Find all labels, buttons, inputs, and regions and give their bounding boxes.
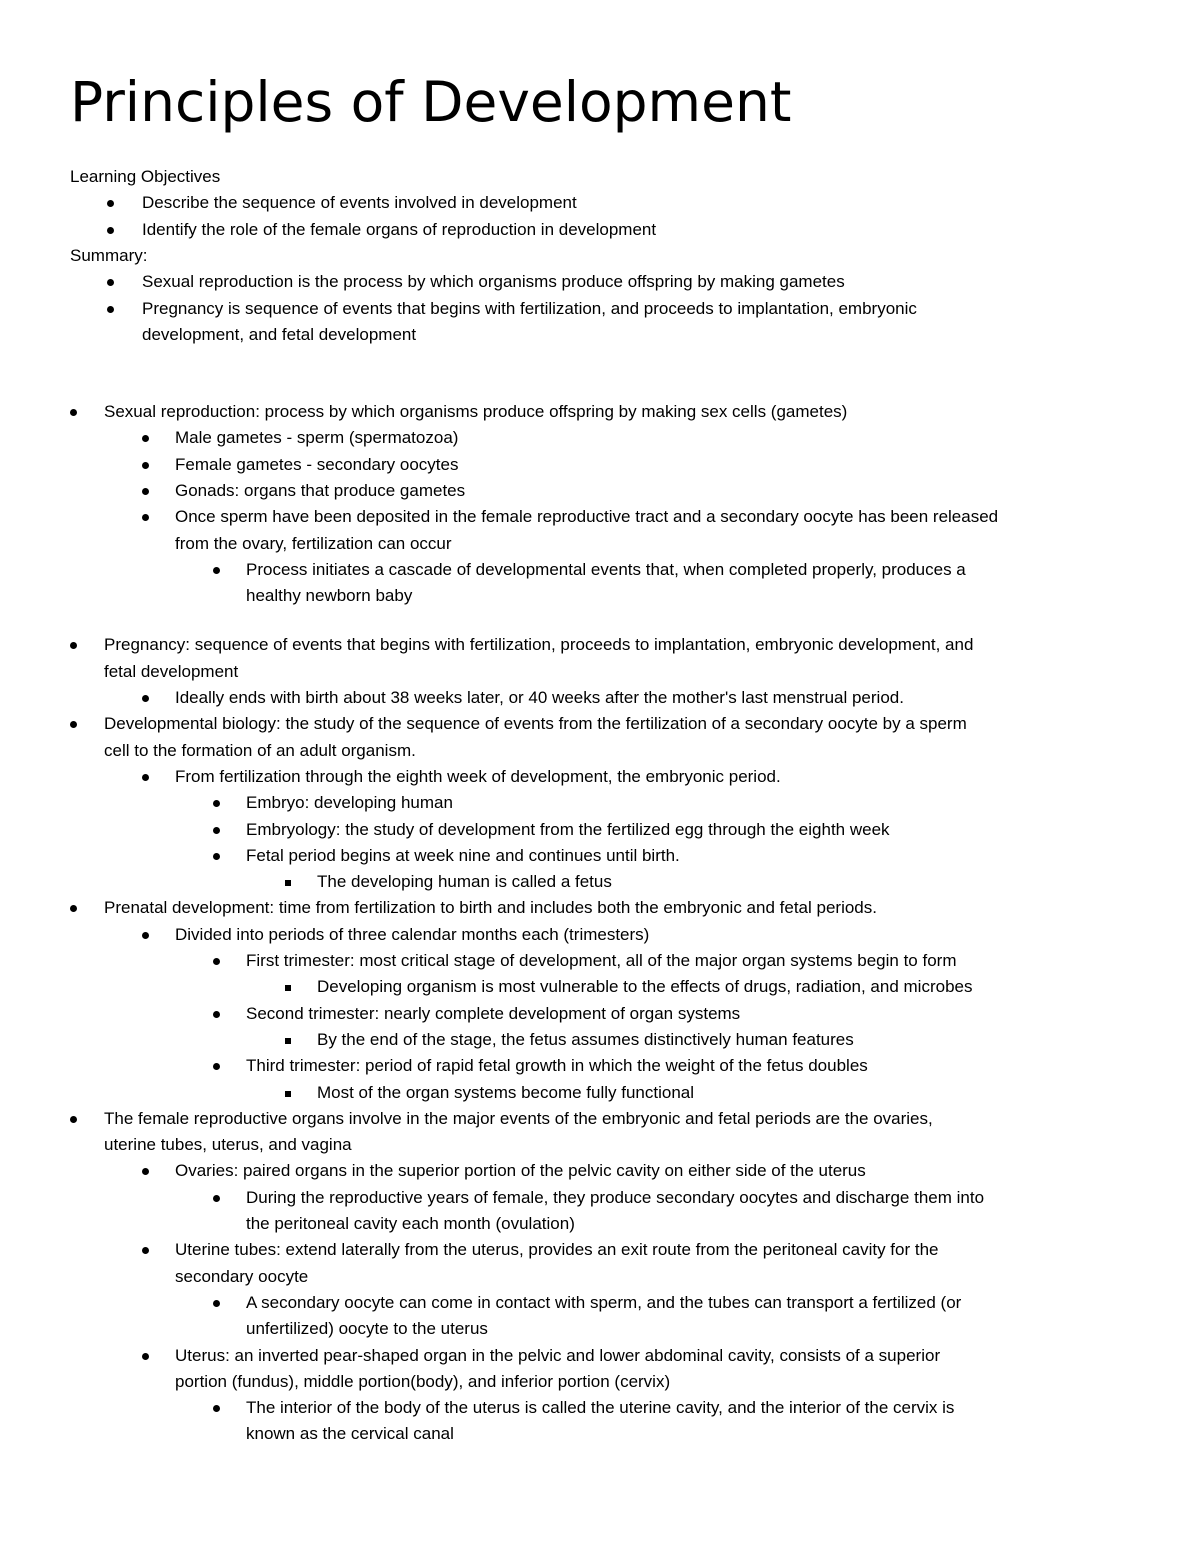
line-text: Fetal period begins at week nine and continues until birth. xyxy=(246,845,680,865)
bullet-icon xyxy=(142,774,149,781)
line-text: From fertilization through the eighth week of development, the embryonic period. xyxy=(175,766,781,786)
bullet-icon xyxy=(213,958,220,965)
bullet-icon xyxy=(70,905,77,912)
line-text: the peritoneal cavity each month (ovulation) xyxy=(246,1214,575,1233)
bullet-icon xyxy=(213,1405,220,1412)
line-text: Embryology: the study of development from the fertilized egg through the eighth week xyxy=(246,819,890,839)
line-text: Third trimester: period of rapid fetal growth in which the weight of the fetus doubles xyxy=(246,1056,868,1076)
line-text: Pregnancy: sequence of events that begins with fertilization, proceeds to implantation, embryonic development, and xyxy=(104,635,974,655)
square-bullet-icon xyxy=(285,1091,291,1097)
line-text: The female reproductive organs involve in the major events of the embryonic and fetal periods are the ovaries, xyxy=(104,1108,933,1128)
line-text: Developmental biology: the study of the sequence of events from the fertilization of a secondary oocyte by a sperm xyxy=(104,714,967,734)
line-text: Once sperm have been deposited in the female reproductive tract and a secondary oocyte has been released xyxy=(175,507,999,527)
bullet-icon xyxy=(142,695,149,702)
line-text: Identify the role of the female organs of reproduction in development xyxy=(142,219,657,239)
bullet-icon xyxy=(70,721,77,728)
bullet-icon xyxy=(213,567,220,574)
bullet-icon xyxy=(213,800,220,807)
line-text: development, and fetal development xyxy=(142,324,417,344)
bullet-icon xyxy=(213,853,220,860)
line-text: Sexual reproduction: process by which organisms produce offspring by making sex cells (gametes) xyxy=(104,402,848,421)
line-text: Embryo: developing human xyxy=(246,793,453,813)
line-text: Describe the sequence of events involved in development xyxy=(142,193,577,213)
bullet-icon xyxy=(142,1247,149,1254)
line-text: The developing human is called a fetus xyxy=(317,872,612,892)
line-text: fetal development xyxy=(104,661,239,681)
bullet-icon xyxy=(142,488,149,495)
bullet-icon xyxy=(142,514,149,521)
bullet-icon xyxy=(142,1168,149,1175)
bullet-icon xyxy=(107,227,114,234)
bullet-icon xyxy=(213,1063,220,1070)
bullet-icon xyxy=(142,462,149,469)
line-text: Pregnancy is sequence of events that begins with fertilization, and proceeds to implantation, embryonic xyxy=(142,298,917,318)
line-text: uterine tubes, uterus, and vagina xyxy=(104,1135,352,1155)
line-text: By the end of the stage, the fetus assumes distinctively human features xyxy=(317,1029,854,1049)
line-text: Sexual reproduction is the process by which organisms produce offspring by making gametes xyxy=(142,272,845,292)
line-text: Divided into periods of three calendar months each (trimesters) xyxy=(175,924,650,944)
line-text: Female gametes - secondary oocytes xyxy=(175,454,459,474)
line-text: During the reproductive years of female, they produce secondary oocytes and discharge them into xyxy=(246,1187,985,1207)
bullet-icon xyxy=(70,642,77,649)
line-text: A secondary oocyte can come in contact with sperm, and the tubes can transport a fertilized (or xyxy=(246,1292,962,1312)
bullet-icon xyxy=(70,409,77,416)
square-bullet-icon xyxy=(285,985,291,991)
bullet-icon xyxy=(213,1300,220,1307)
bullet-icon xyxy=(70,1116,77,1123)
bullet-icon xyxy=(107,306,114,313)
line-text: Prenatal development: time from fertilization to birth and includes both the embryonic and fetal periods. xyxy=(104,898,877,918)
bullet-icon xyxy=(107,279,114,286)
line-text: Gonads: organs that produce gametes xyxy=(175,480,466,500)
line-text: cell to the formation of an adult organism. xyxy=(104,740,416,760)
bullet-icon xyxy=(107,200,114,207)
line-text: Uterine tubes: extend laterally from the uterus, provides an exit route from the peritoneal cavity for the xyxy=(175,1240,939,1260)
line-text: First trimester: most critical stage of development, all of the major organ systems begin to form xyxy=(246,951,957,970)
line-text: unfertilized) oocyte to the uterus xyxy=(246,1319,488,1339)
line-text: Learning Objectives xyxy=(70,167,221,186)
line-text: Most of the organ systems become fully functional xyxy=(317,1082,695,1102)
bullet-icon xyxy=(213,1011,220,1018)
bullet-icon xyxy=(142,932,149,939)
line-text: Male gametes - sperm (spermatozoa) xyxy=(175,428,459,448)
line-text: The interior of the body of the uterus is called the uterine cavity, and the interior of the cervix is xyxy=(246,1398,955,1418)
line-text: Uterus: an inverted pear-shaped organ in the pelvic and lower abdominal cavity, consists of a superior xyxy=(175,1345,941,1365)
line-text: portion (fundus), middle portion(body), and inferior portion (cervix) xyxy=(175,1371,671,1391)
line-text: Developing organism is most vulnerable to the effects of drugs, radiation, and microbes xyxy=(317,977,973,997)
square-bullet-icon xyxy=(285,880,291,886)
line-text: secondary oocyte xyxy=(175,1266,309,1286)
line-text: Ovaries: paired organs in the superior portion of the pelvic cavity on either side of the uterus xyxy=(175,1161,866,1181)
line-text: Ideally ends with birth about 38 weeks later, or 40 weeks after the mother's last menstrual period. xyxy=(175,688,904,707)
line-text: Summary: xyxy=(70,245,148,265)
bullet-icon xyxy=(213,1195,220,1202)
bullet-icon xyxy=(142,435,149,442)
line-text: known as the cervical canal xyxy=(246,1424,454,1444)
bullet-icon xyxy=(213,827,220,834)
square-bullet-icon xyxy=(285,1038,291,1044)
line-text: healthy newborn baby xyxy=(246,586,413,606)
line-text: Process initiates a cascade of developmental events that, when completed properly, produces a xyxy=(246,559,966,579)
bullet-icon xyxy=(142,1353,149,1360)
line-text: Second trimester: nearly complete development of organ systems xyxy=(246,1003,741,1023)
page-title: Principles of Development xyxy=(70,70,792,134)
line-text: from the ovary, fertilization can occur xyxy=(175,533,452,553)
